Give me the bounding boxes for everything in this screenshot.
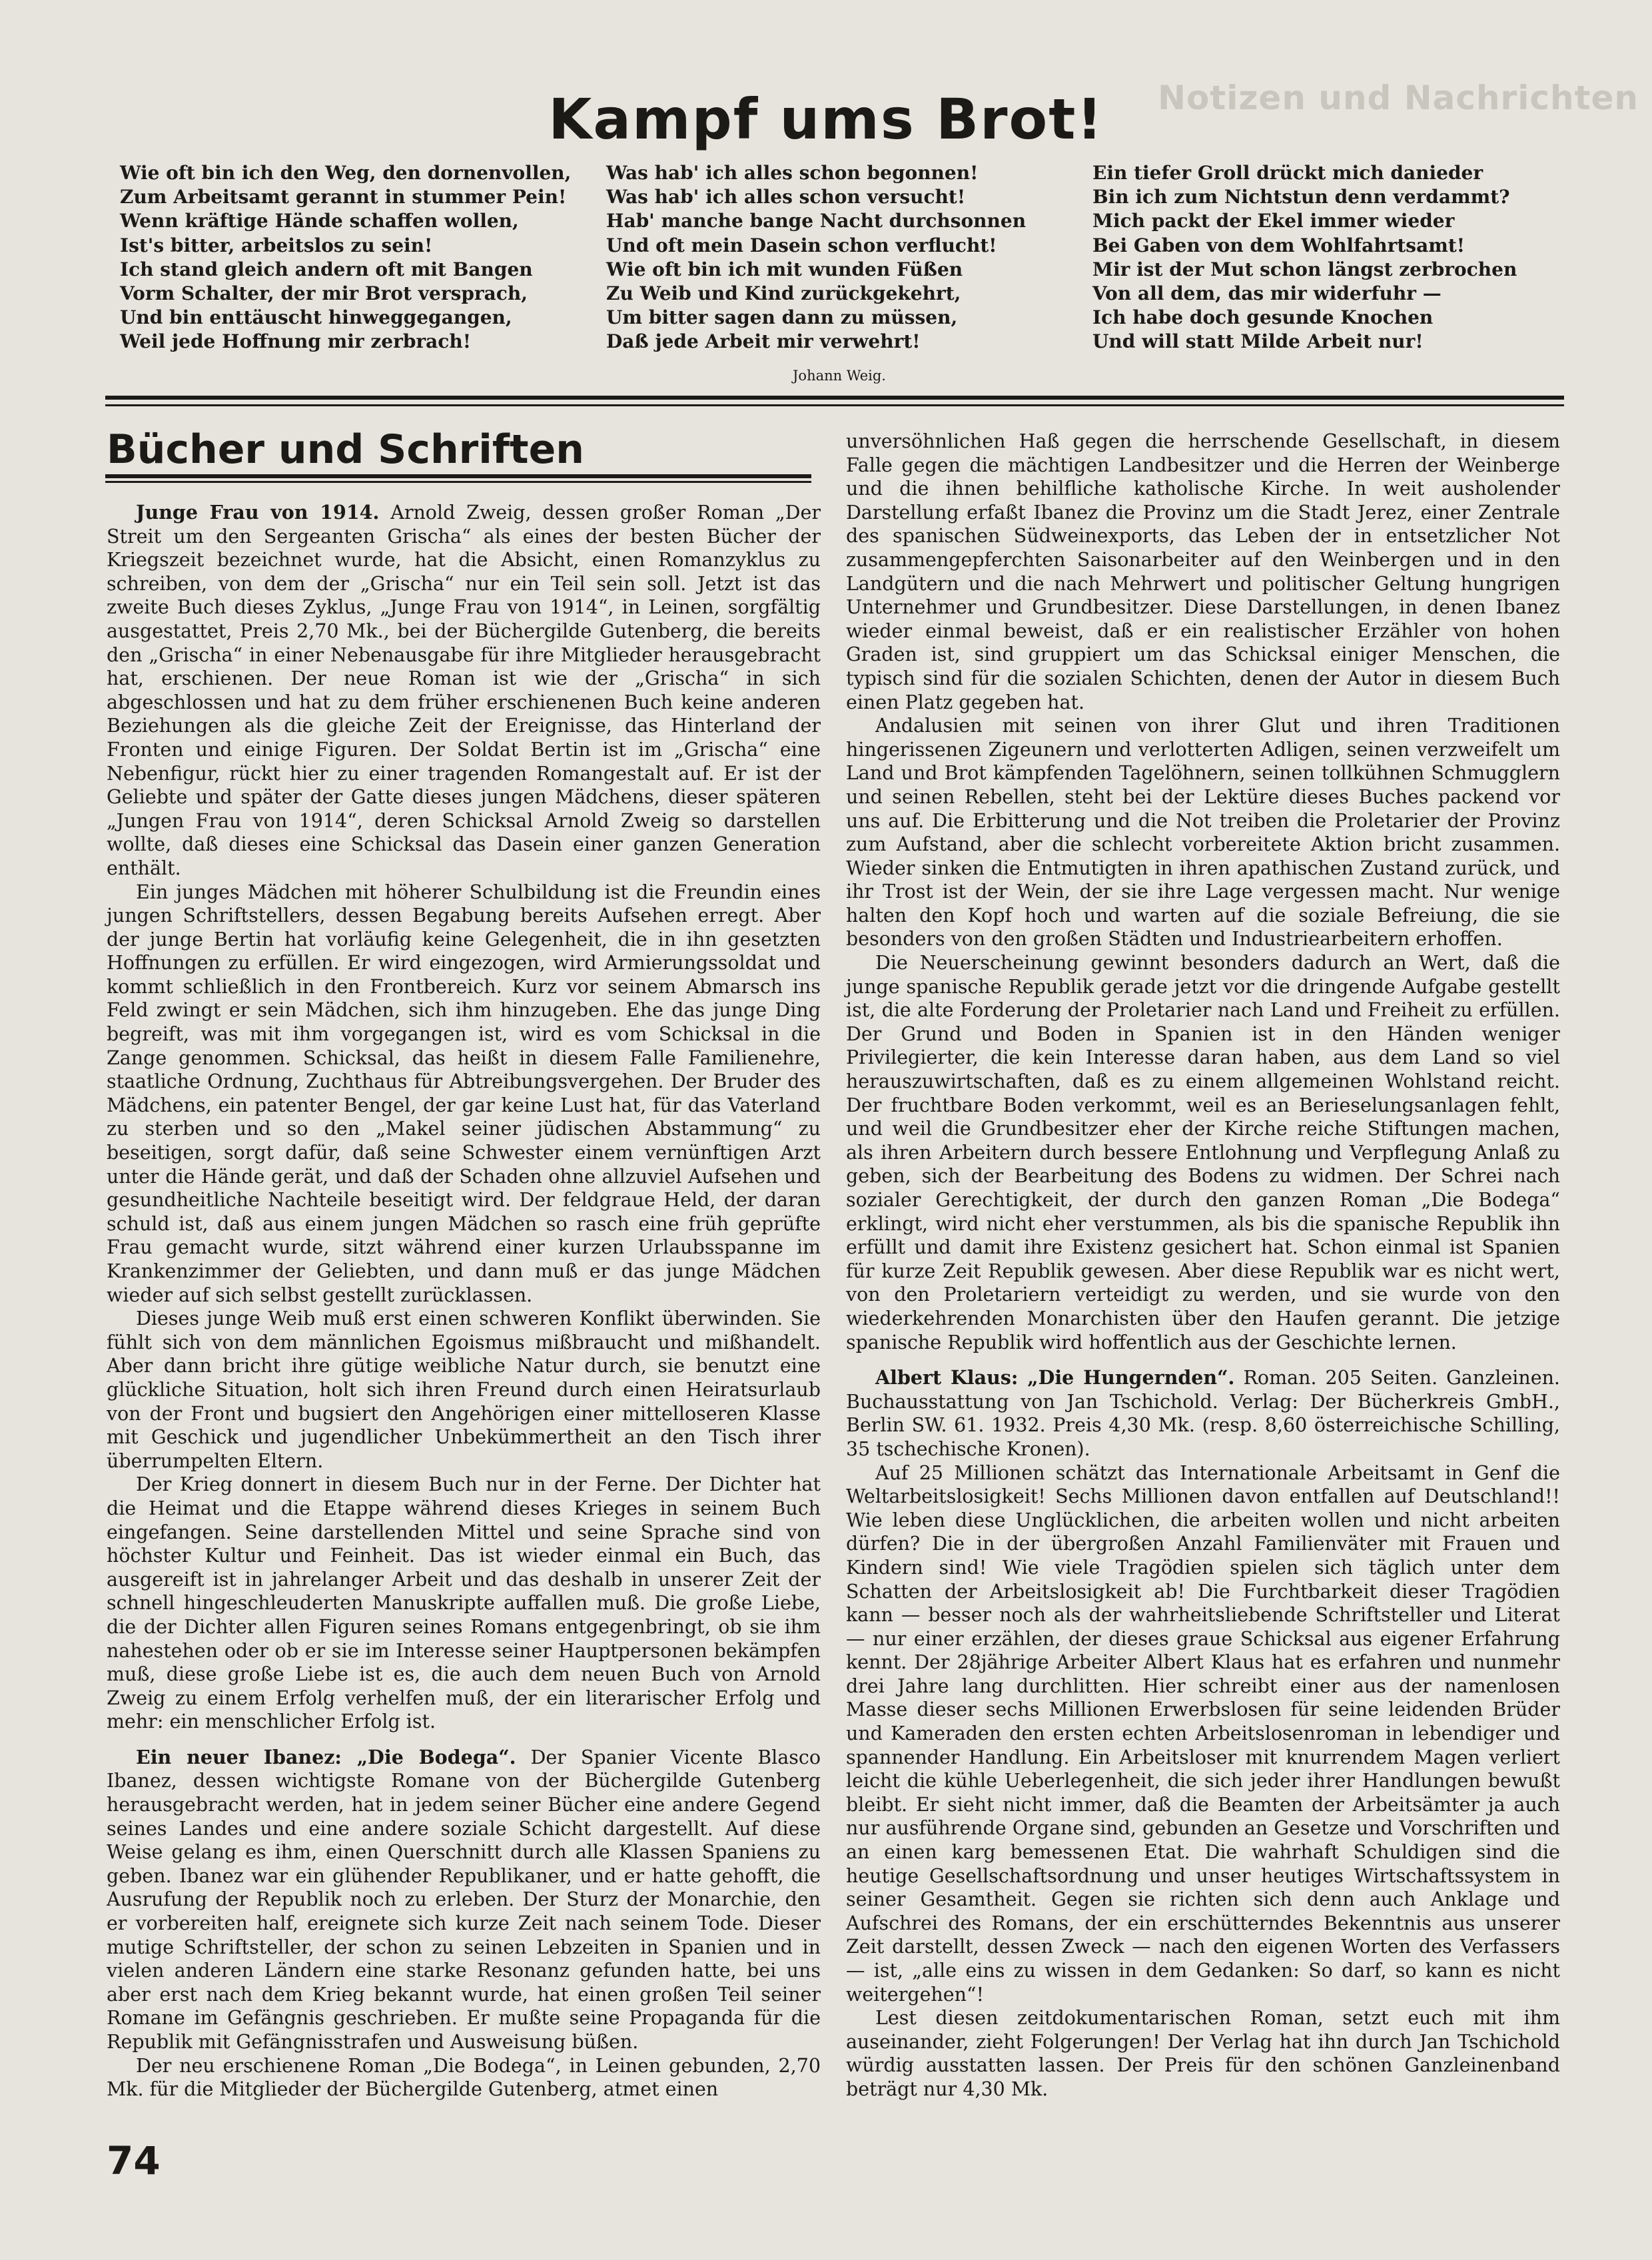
poem-line: Von all dem, das mir widerfuhr — <box>1092 282 1442 305</box>
section-underline <box>105 474 811 478</box>
poem-line: Und will statt Milde Arbeit nur! <box>1092 330 1424 353</box>
right-column <box>846 430 1560 2101</box>
review-paragraph: unversöhnlichen Haß gegen die herrschende Gesellschaft, in diesem Falle gegen die mächtigen Landbesitzer und die Herren der Weinberge und die ihnen behilfliche katholische Kirche. In weit ausholender Darstellung erfaßt Ibanez die Provinz um die Stadt Jerez, einer Zentrale des spanischen Südweinexports, das Leben der in entsetzlicher Not zusammengepferchten Saisonarbeiter auf den Weinbergen und in den Landgütern und die nach Mehrwert und politischer Geltung hungrigen Unternehmer und Grundbesitzer. Diese Darstellungen, in denen Ibanez wieder einmal beweist, daß er ein realistischer Erzähler von hohen Graden ist, sind gruppiert um das Schicksal einiger Menschen, die typisch sind für die sozialen Schichten, denen der Autor in diesem Buch einen Platz gegeben hat. <box>846 430 1560 713</box>
review-paragraph: Der neu erschienene Roman „Die Bodega“, in Leinen gebunden, 2,70 Mk. für die Mitglieder der Büchergilde Gutenberg, atmet einen <box>107 2054 821 2101</box>
show-through-heading: Notizen und Nachrichten <box>1158 79 1639 117</box>
poem-line: Ich stand gleich andern oft mit Bangen <box>120 258 533 280</box>
review-title: Albert Klaus: „Die Hungernden“. <box>875 1366 1235 1389</box>
poem-line: Ist's bitter, arbeitslos zu sein! <box>120 234 433 256</box>
review-paragraph: Dieses junge Weib muß erst einen schweren Konflikt überwinden. Sie fühlt sich von dem männlichen Egoismus mißbraucht und mißhandelt. Aber dann bricht ihre gütige weibliche Natur durch, sie benutzt eine glückliche Situation, holt sich ihren Freund durch einen Heiratsurlaub von der Front und bugsiert den Angehörigen einer mittelloseren Klasse mit Geschick und jugendlicher Unbekümmertheit an den Tisch ihrer überrumpelten Eltern. <box>107 1308 821 1472</box>
poem-line: Um bitter sagen dann zu müssen, <box>606 306 958 329</box>
page-number: 74 <box>107 2138 161 2183</box>
review-paragraph: Auf 25 Millionen schätzt das Internationale Arbeitsamt in Genf die Weltarbeitslosigkeit! Sechs Millionen davon entfallen auf Deutschland!! Wie leben diese Unglücklichen, die arbeiten wollen und nicht arbeiten dürfen? Die in der übergroßen Anzahl Familienväter mit Frauen und Kindern sind! Wie viele Tragödien spielen sich täglich unter dem Schatten der Arbeitslosigkeit ab! Die Furchtbarkeit dieser Tragödien kann — besser noch als der wahrheitsliebende Schriftsteller und Literat — nur einer erzählen, der dieses graue Schicksal aus eigener Erfahrung kennt. Der 28jährige Arbeiter Albert Klaus hat es erfahren und nunmehr drei Jahre lang durchlitten. Hier schreibt einer aus der namenlosen Masse dieser sechs Millionen Erwerbslosen für seine leidenden Brüder und Kameraden den ersten echten Arbeitslosenroman in lebendiger und spannender Handlung. Ein Arbeitsloser mit knurrendem Magen verliert leicht die kühle Ueberlegenheit, die sich jeder ihrer Handlungen bewußt bleibt. Er sieht nicht immer, daß die Beamten der Arbeitsämter ja auch nur ausführende Organe sind, gebunden an Gesetze und Vorschriften und an einen karg bemessenen Etat. Die wahrhaft Schuldigen sind die heutige Gesellschaftsordnung und unser heutiges Wirtschaftssystem in seiner Gesamtheit. Gegen sie richten sich denn auch Anklage und Aufschrei des Romans, der ein erschütterndes Bekenntnis aus unserer Zeit darstellt, dessen Zweck — nach den eigenen Worten des Verfassers — ist, „alle eins zu wissen in dem Gedanken: So darf, so kann es nicht weitergehen“! <box>846 1461 1560 2006</box>
review-text: Der Spanier Vicente Blasco Ibanez, dessen wichtigste Romane von der Büchergilde Gutenberg herausgebracht werden, hat in jedem seiner Bücher eine andere Gegend seines Landes und eine andere soziale Schicht dargestellt. Auf diese Weise gelang es ihm, einen Querschnitt durch alle Klassen Spaniens zu geben. Ibanez war ein glühender Republikaner, und er hatte gehofft, die Ausrufung der Republik noch zu erleben. Der Sturz der Monarchie, den er vorbereiten half, ereignete sich kurze Zeit nach seinem Tode. Dieser mutige Schriftsteller, der schon zu seinen Lebzeiten in Spanien und in vielen anderen Ländern eine starke Resonanz gefunden hatte, bei uns aber erst nach dem Krieg bekannt wurde, hat einen großen Teil seiner Romane im Gefängnis geschrieben. Er mußte seine Propaganda für die Republik mit Gefängnisstrafen und Ausweisung büßen. <box>107 1746 821 2053</box>
left-column <box>107 501 821 2101</box>
review-paragraph <box>846 1366 1560 1461</box>
poem-line: Weil jede Hoffnung mir zerbrach! <box>120 330 471 353</box>
poem-line: Mich packt der Ekel immer wieder <box>1092 210 1455 232</box>
poem-line: Ein tiefer Groll drückt mich danieder <box>1092 162 1483 184</box>
poem-line: Daß jede Arbeit mir verwehrt! <box>606 330 921 353</box>
poem-line: Hab' manche bange Nacht durchsonnen <box>606 210 1027 232</box>
poem-line: Wenn kräftige Hände schaffen wollen, <box>120 210 519 232</box>
poem-line: Was hab' ich alles schon begonnen! <box>606 162 979 184</box>
poem-line: Wie oft bin ich mit wunden Füßen <box>606 258 963 280</box>
poem-line: Zu Weib und Kind zurückgekehrt, <box>606 282 961 305</box>
poem-author: Johann Weig. <box>793 368 886 384</box>
poem-line: Vorm Schalter, der mir Brot versprach, <box>120 282 528 305</box>
review-paragraph: Ein junges Mädchen mit höherer Schulbildung ist die Freundin eines jungen Schriftstellers, dessen Begabung bereits Aufsehen erregt. Aber der junge Bertin hat vorläufig keine Gelegenheit, die in ihn gesetzten Hoffnungen zu erfüllen. Er wird eingezogen, wird Armierungssoldat und kommt schließlich in den Frontbereich. Kurz vor seinem Abmarsch ins Feld zwingt er sein Mädchen, sich ihm hinzugeben. Ehe das junge Ding begreift, was mit ihm vorgegangen ist, wird es vom Schicksal in die Zange genommen. Schicksal, das heißt in diesem Falle Familienehre, staatliche Ordnung, Zuchthaus für Abtreibungsvergehen. Der Bruder des Mädchens, ein patenter Bengel, der gar keine Lust hat, für das Vaterland zu sterben und so den „Makel seiner jüdischen Abstammung“ zu beseitigen, sorgt dafür, daß seine Schwester einem vernünftigen Arzt unter die Hände gerät, und daß der Schaden ohne allzuviel Aufsehen und gesundheitliche Nachteile beseitigt wird. Der feldgraue Held, der daran schuld ist, daß aus einem jungen Mädchen so rasch eine früh geprüfte Frau gemacht wurde, sitzt während einer kurzen Urlaubsspanne im Krankenzimmer der Geliebten, und dann muß er das junge Mädchen wieder auf sich selbst gestellt zurücklassen. <box>107 881 821 1306</box>
poem-line: Wie oft bin ich den Weg, den dornenvollen, <box>120 162 572 184</box>
poem-stanza-2 <box>606 161 1086 354</box>
review-text: Arnold Zweig, dessen großer Roman „Der Streit um den Sergeanten Grischa“ als eines der besten Bücher der Kriegszeit bezeichnet wurde, hat die Absicht, einen Romanzyklus zu schreiben, von dem der „Grischa“ nur ein Teil sein soll. Jetzt ist das zweite Buch dieses Zyklus, „Junge Frau von 1914“, in Leinen, sorgfältig ausgestattet, Preis 2,70 Mk., bei der Büchergilde Gutenberg, die bereits den „Grischa“ in einer Nebenausgabe für ihre Mitglieder herausgebracht hat, erschienen. Der neue Roman ist wie der „Grischa“ in sich abgeschlossen und hat zu dem früher erschienenen Buch keine anderen Beziehungen als die gleiche Zeit der Ereignisse, das Hinterland der Fronten und einige Figuren. Der Soldat Bertin ist im „Grischa“ eine Nebenfigur, rückt hier zu einer tragenden Romangestalt auf. Er ist der Geliebte und später der Gatte dieses jungen Mädchens, dieser späteren „Jungen Frau von 1914“, deren Schicksal Arnold Zweig so darstellen wollte, daß dieses eine Schicksal das Dasein einer ganzen Generation enthält. <box>107 502 821 879</box>
divider-rule <box>105 404 1564 406</box>
review-paragraph: Lest diesen zeitdokumentarischen Roman, setzt euch mit ihm auseinander, zieht Folgerungen! Der Verlag hat ihn durch Jan Tschichold würdig ausstatten lassen. Der Preis für den schönen Ganzleinenband beträgt nur 4,30 Mk. <box>846 2007 1560 2100</box>
review-paragraph <box>107 1746 821 2054</box>
poem <box>120 161 1559 354</box>
review-title: Junge Frau von 1914. <box>136 501 380 524</box>
review-title: Ein neuer Ibanez: „Die Bodega“. <box>136 1745 516 1768</box>
poem-line: Mir ist der Mut schon längst zerbrochen <box>1092 258 1517 280</box>
section-title: Bücher und Schriften <box>107 426 585 473</box>
poem-line: Und bin enttäuscht hinweggegangen, <box>120 306 512 329</box>
review-paragraph <box>107 501 821 881</box>
poem-stanza-1 <box>120 161 600 354</box>
poem-stanza-3 <box>1092 161 1559 354</box>
section-underline <box>105 481 811 483</box>
poem-line: Was hab' ich alles schon versucht! <box>606 186 966 208</box>
poem-line: Und oft mein Dasein schon verflucht! <box>606 234 997 256</box>
poem-headline: Kampf ums Brot! <box>548 87 1104 152</box>
review-paragraph: Der Krieg donnert in diesem Buch nur in der Ferne. Der Dichter hat die Heimat und die Etappe während dieses Krieges in seinem Buch eingefangen. Seine darstellenden Mittel und seine Sprache sind von höchster Kultur und Feinheit. Das ist wieder einmal ein Buch, das ausgereift ist in jahrelanger Arbeit und das deshalb in unserer Zeit der schnell hingeschleuderten Manuskripte auffallen muß. Die große Liebe, die der Dichter allen Figuren seines Romans entgegenbringt, ob sie ihm nahestehen oder ob er sie im Interesse seiner Hauptpersonen bekämpfen muß, diese große Liebe ist es, die auch dem neuen Buch von Arnold Zweig zu einem Erfolg verhelfen muß, der ein literarischer Erfolg und mehr: ein menschlicher Erfolg ist. <box>107 1473 821 1733</box>
review-text: Roman. 205 Seiten. Ganzleinen. Buchausstattung von Jan Tschichold. Verlag: Der Bücherkreis GmbH., Berlin SW. 61. 1932. Preis 4,30 Mk. (resp. 8,60 österreichische Schilling, 35 tschechische Kronen). <box>846 1367 1560 1460</box>
poem-line: Ich habe doch gesunde Knochen <box>1092 306 1434 329</box>
divider-rule <box>105 396 1564 400</box>
review-paragraph: Andalusien mit seinen von ihrer Glut und ihren Traditionen hingerissenen Zigeunern und verlotterten Adligen, seinen verzweifelt um Land und Brot kämpfenden Tagelöhnern, seinen tollkühnen Schmugglern und seinen Rebellen, steht bei der Lektüre dieses Buches packend vor uns auf. Die Erbitterung und die Not treiben die Proletarier der Provinz zum Aufstand, aber die schlecht vorbereitete Aktion bricht zusammen. Wieder sinken die Entmutigten in ihren apathischen Zustand zurück, und ihr Trost ist der Wein, der sie ihre Lage vergessen macht. Nur wenige halten den Kopf hoch und warten auf die soziale Befreiung, die sie besonders von den großen Städten und Industriearbeitern erhoffen. <box>846 715 1560 950</box>
poem-line: Bei Gaben von dem Wohlfahrtsamt! <box>1092 234 1465 256</box>
poem-line: Bin ich zum Nichtstun denn verdammt? <box>1092 186 1510 208</box>
review-paragraph: Die Neuerscheinung gewinnt besonders dadurch an Wert, daß die junge spanische Republik gerade jetzt vor die dringende Aufgabe gestellt ist, die alte Forderung der Proletarier nach Land und Freiheit zu erfüllen. Der Grund und Boden in Spanien ist in den Händen weniger Privilegierter, die kein Interesse daran haben, aus dem Land so viel herauszuwirtschaften, daß es zu einem allgemeinen Wohlstand reicht. Der fruchtbare Boden verkommt, weil es an Berieselungsanlagen fehlt, und weil die Grundbesitzer eher der Kirche reiche Stiftungen machen, als ihren Arbeitern durch bessere Entlohnung und Verpflegung Anlaß zu geben, sich der Bearbeitung des Bodens zu widmen. Der Schrei nach sozialer Gerechtigkeit, der durch den ganzen Roman „Die Bodega“ erklingt, wird nicht eher verstummen, als bis die spanische Republik ihn erfüllt und damit ihre Existenz gesichert hat. Schon einmal ist Spanien für kurze Zeit Republik gewesen. Aber diese Republik war es nicht wert, von den Proletariern verteidigt zu werden, und sie wurde von den wiederkehrenden Monarchisten über den Haufen gerannt. Die jetzige spanische Republik wird hoffentlich aus der Geschichte lernen. <box>846 952 1560 1353</box>
poem-line: Zum Arbeitsamt gerannt in stummer Pein! <box>120 186 567 208</box>
